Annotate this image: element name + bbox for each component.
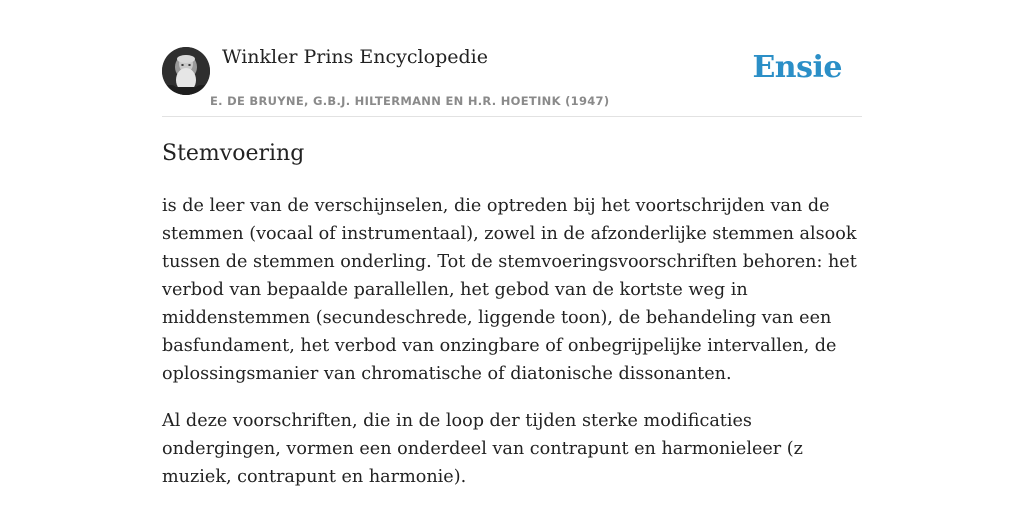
source-authors: E. DE BRUYNE, G.B.J. HILTERMANN EN H.R. HOETINK (1947) [210, 94, 610, 108]
ensie-logo-link[interactable]: Ensie [752, 50, 842, 85]
article-title: Stemvoering [162, 141, 305, 166]
author-portrait [162, 47, 210, 95]
article-paragraph: is de leer van de verschijnselen, die optreden bij het voortschrijden van de stemmen (vocaal of instrumentaal), zowel in de afzonderlijke stemmen alsook tussen de stemmen onderling. Tot de stemvoeringsvoorschriften behoren: het verbod van bepaalde parallellen, het gebod van de kortste weg in middenstemmen (secundeschrede, liggende toon), de behandeling van een basfundament, het verbod van onzingbare of onbegrijpelijke intervallen, de oplossingsmanier van chromatische of diatonische dissonanten. [162, 196, 857, 384]
source-header [162, 40, 862, 117]
source-title[interactable]: Winkler Prins Encyclopedie [222, 46, 488, 68]
portrait-photo-icon [162, 47, 210, 95]
article [162, 136, 862, 491]
article-paragraph: Al deze voorschriften, die in de loop der tijden sterke modificaties ondergingen, vormen een onderdeel van contrapunt en harmonieleer (z muziek, contrapunt en harmonie). [162, 411, 803, 487]
